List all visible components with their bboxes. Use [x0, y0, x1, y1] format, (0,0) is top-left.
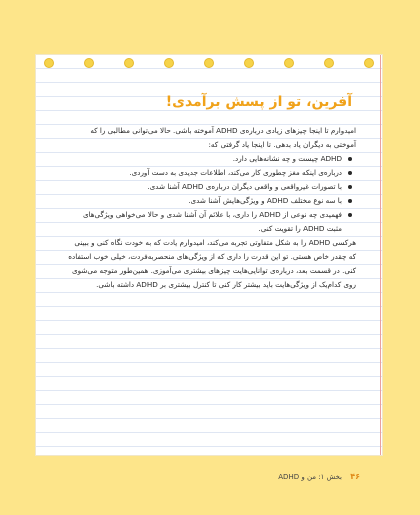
- binder-rings: [36, 58, 382, 72]
- ring-icon: [324, 58, 334, 68]
- list-item: ADHD چیست و چه نشانه‌هایی دارد.: [66, 152, 342, 166]
- ring-icon: [364, 58, 374, 68]
- page-body: [66, 124, 356, 292]
- ring-icon: [284, 58, 294, 68]
- page-number: ۴۶: [350, 472, 360, 481]
- page-title: آفرین، تو از پسش برآمدی!: [165, 94, 352, 110]
- page-footer: [278, 472, 360, 481]
- ring-icon: [164, 58, 174, 68]
- ring-icon: [84, 58, 94, 68]
- learned-list: [66, 152, 356, 236]
- closing-paragraph: هرکسی ADHD را به شکل متفاوتی تجربه می‌کند، امیدوارم یادت که به خودت نگاه کنی و ببینی که چقدر خاص هستی. تو این قدرت را داری که از ویژگی‌های منحصربه‌فردت، خیلی خوب استفاده کنی. در قسمت بعد، درباره‌ی توانایی‌هایت چیزهای بیشتری می‌آموزی. همین‌طور متوجه می‌شوی روی کدام‌یک از ویژگی‌هایت باید بیشتر کار کنی تا کنترل بیشتری بر ADHD داشته باشی.: [68, 238, 356, 289]
- section-label: بخش ۱: من و ADHD: [278, 473, 342, 481]
- ring-icon: [244, 58, 254, 68]
- list-item: فهمیدی چه نوعی از ADHD را داری، با علائم آن آشنا شدی و حالا می‌خواهی ویژگی‌های مثبت ADHD را تقویت کنی.: [66, 208, 342, 236]
- intro-paragraph: امیدوارم تا اینجا چیزهای زیادی درباره‌ی ADHD آموخته باشی. حالا می‌توانی مطالبی را که آموختی به دیگران یاد بدهی. تا اینجا یاد گرفتی که:: [90, 126, 356, 149]
- list-item: درباره‌ی اینکه مغز چطوری کار می‌کند، اطلاعات جدیدی به دست آوردی.: [66, 166, 342, 180]
- ring-icon: [44, 58, 54, 68]
- list-item: با سه نوع مختلف ADHD و ویژگی‌هایش آشنا شدی.: [66, 194, 342, 208]
- ring-icon: [204, 58, 214, 68]
- list-item: با تصورات غیرواقعی و واقعی دیگران درباره‌ی ADHD آشنا شدی.: [66, 180, 342, 194]
- ring-icon: [124, 58, 134, 68]
